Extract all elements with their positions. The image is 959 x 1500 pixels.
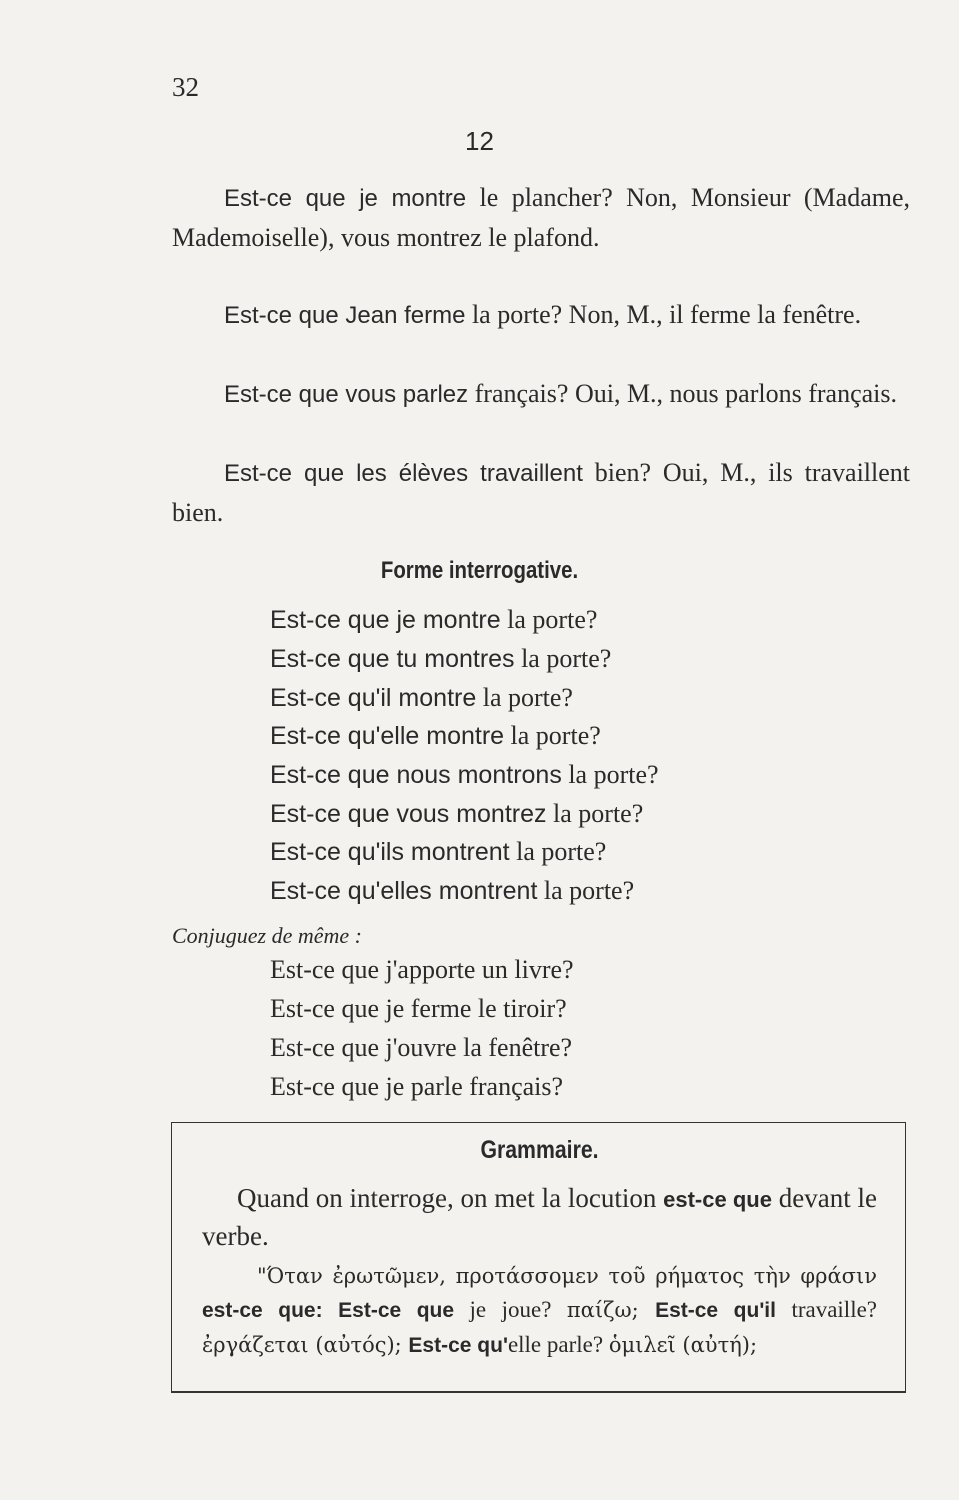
conjugation-line: Est-ce que tu montres la porte? — [270, 644, 612, 673]
exercise-line: Est-ce que je parle français? — [270, 1072, 564, 1101]
grammar-greek-explanation: "Όταν ἐρωτῶμεν, προτάσσομεν τοῦ ρήματος τὴν φράσιν est-ce que: Est-ce que je joue? παίζω; Est-ce qu'il travaille? ἐργάζεται (αὐτός); Est-ce qu'elle parle? ὁμιλεῖ (αὐτή); — [202, 1264, 878, 1357]
exercise-line: Est-ce que je ferme le tiroir? — [270, 994, 567, 1023]
question-paragraph-1: Est-ce que je montre le plancher? Non, Monsieur (Madame, Mademoiselle), vous montrez le plafond. — [172, 183, 910, 252]
lesson-number: 12 — [465, 126, 494, 156]
page-number: 32 — [172, 72, 199, 102]
conjugation-line: Est-ce qu'ils montrent la porte? — [270, 837, 607, 866]
conjugation-line: Est-ce qu'il montre la porte? — [270, 683, 573, 712]
grammar-box-bottom-rule — [171, 1391, 906, 1393]
grammar-title: Grammaire. — [480, 1136, 599, 1164]
question-paragraph-2: Est-ce que Jean ferme la porte? Non, M., il ferme la fenêtre. — [224, 300, 862, 329]
conjugation-line: Est-ce que je montre la porte? — [270, 605, 598, 634]
grammar-box — [171, 1122, 906, 1392]
section-heading-interrogative: Forme interrogative. — [380, 557, 579, 584]
question-paragraph-3: Est-ce que vous parlez français? Oui, M., nous parlons français. — [224, 379, 897, 408]
grammar-rule: Quand on interroge, on met la locution est-ce que devant le verbe. — [202, 1183, 877, 1251]
conjugation-line: Est-ce que vous montrez la porte? — [270, 799, 644, 828]
conjugate-instruction: Conjuguez de même : — [172, 923, 363, 948]
exercise-line: Est-ce que j'apporte un livre? — [270, 955, 574, 984]
conjugation-line: Est-ce qu'elle montre la porte? — [270, 721, 601, 750]
conjugation-line: Est-ce que nous montrons la porte? — [270, 760, 659, 789]
question-paragraph-4: Est-ce que les élèves travaillent bien? Oui, M., ils travaillent bien. — [172, 458, 911, 527]
exercise-line: Est-ce que j'ouvre la fenêtre? — [270, 1033, 573, 1062]
conjugation-line: Est-ce qu'elles montrent la porte? — [270, 876, 635, 905]
